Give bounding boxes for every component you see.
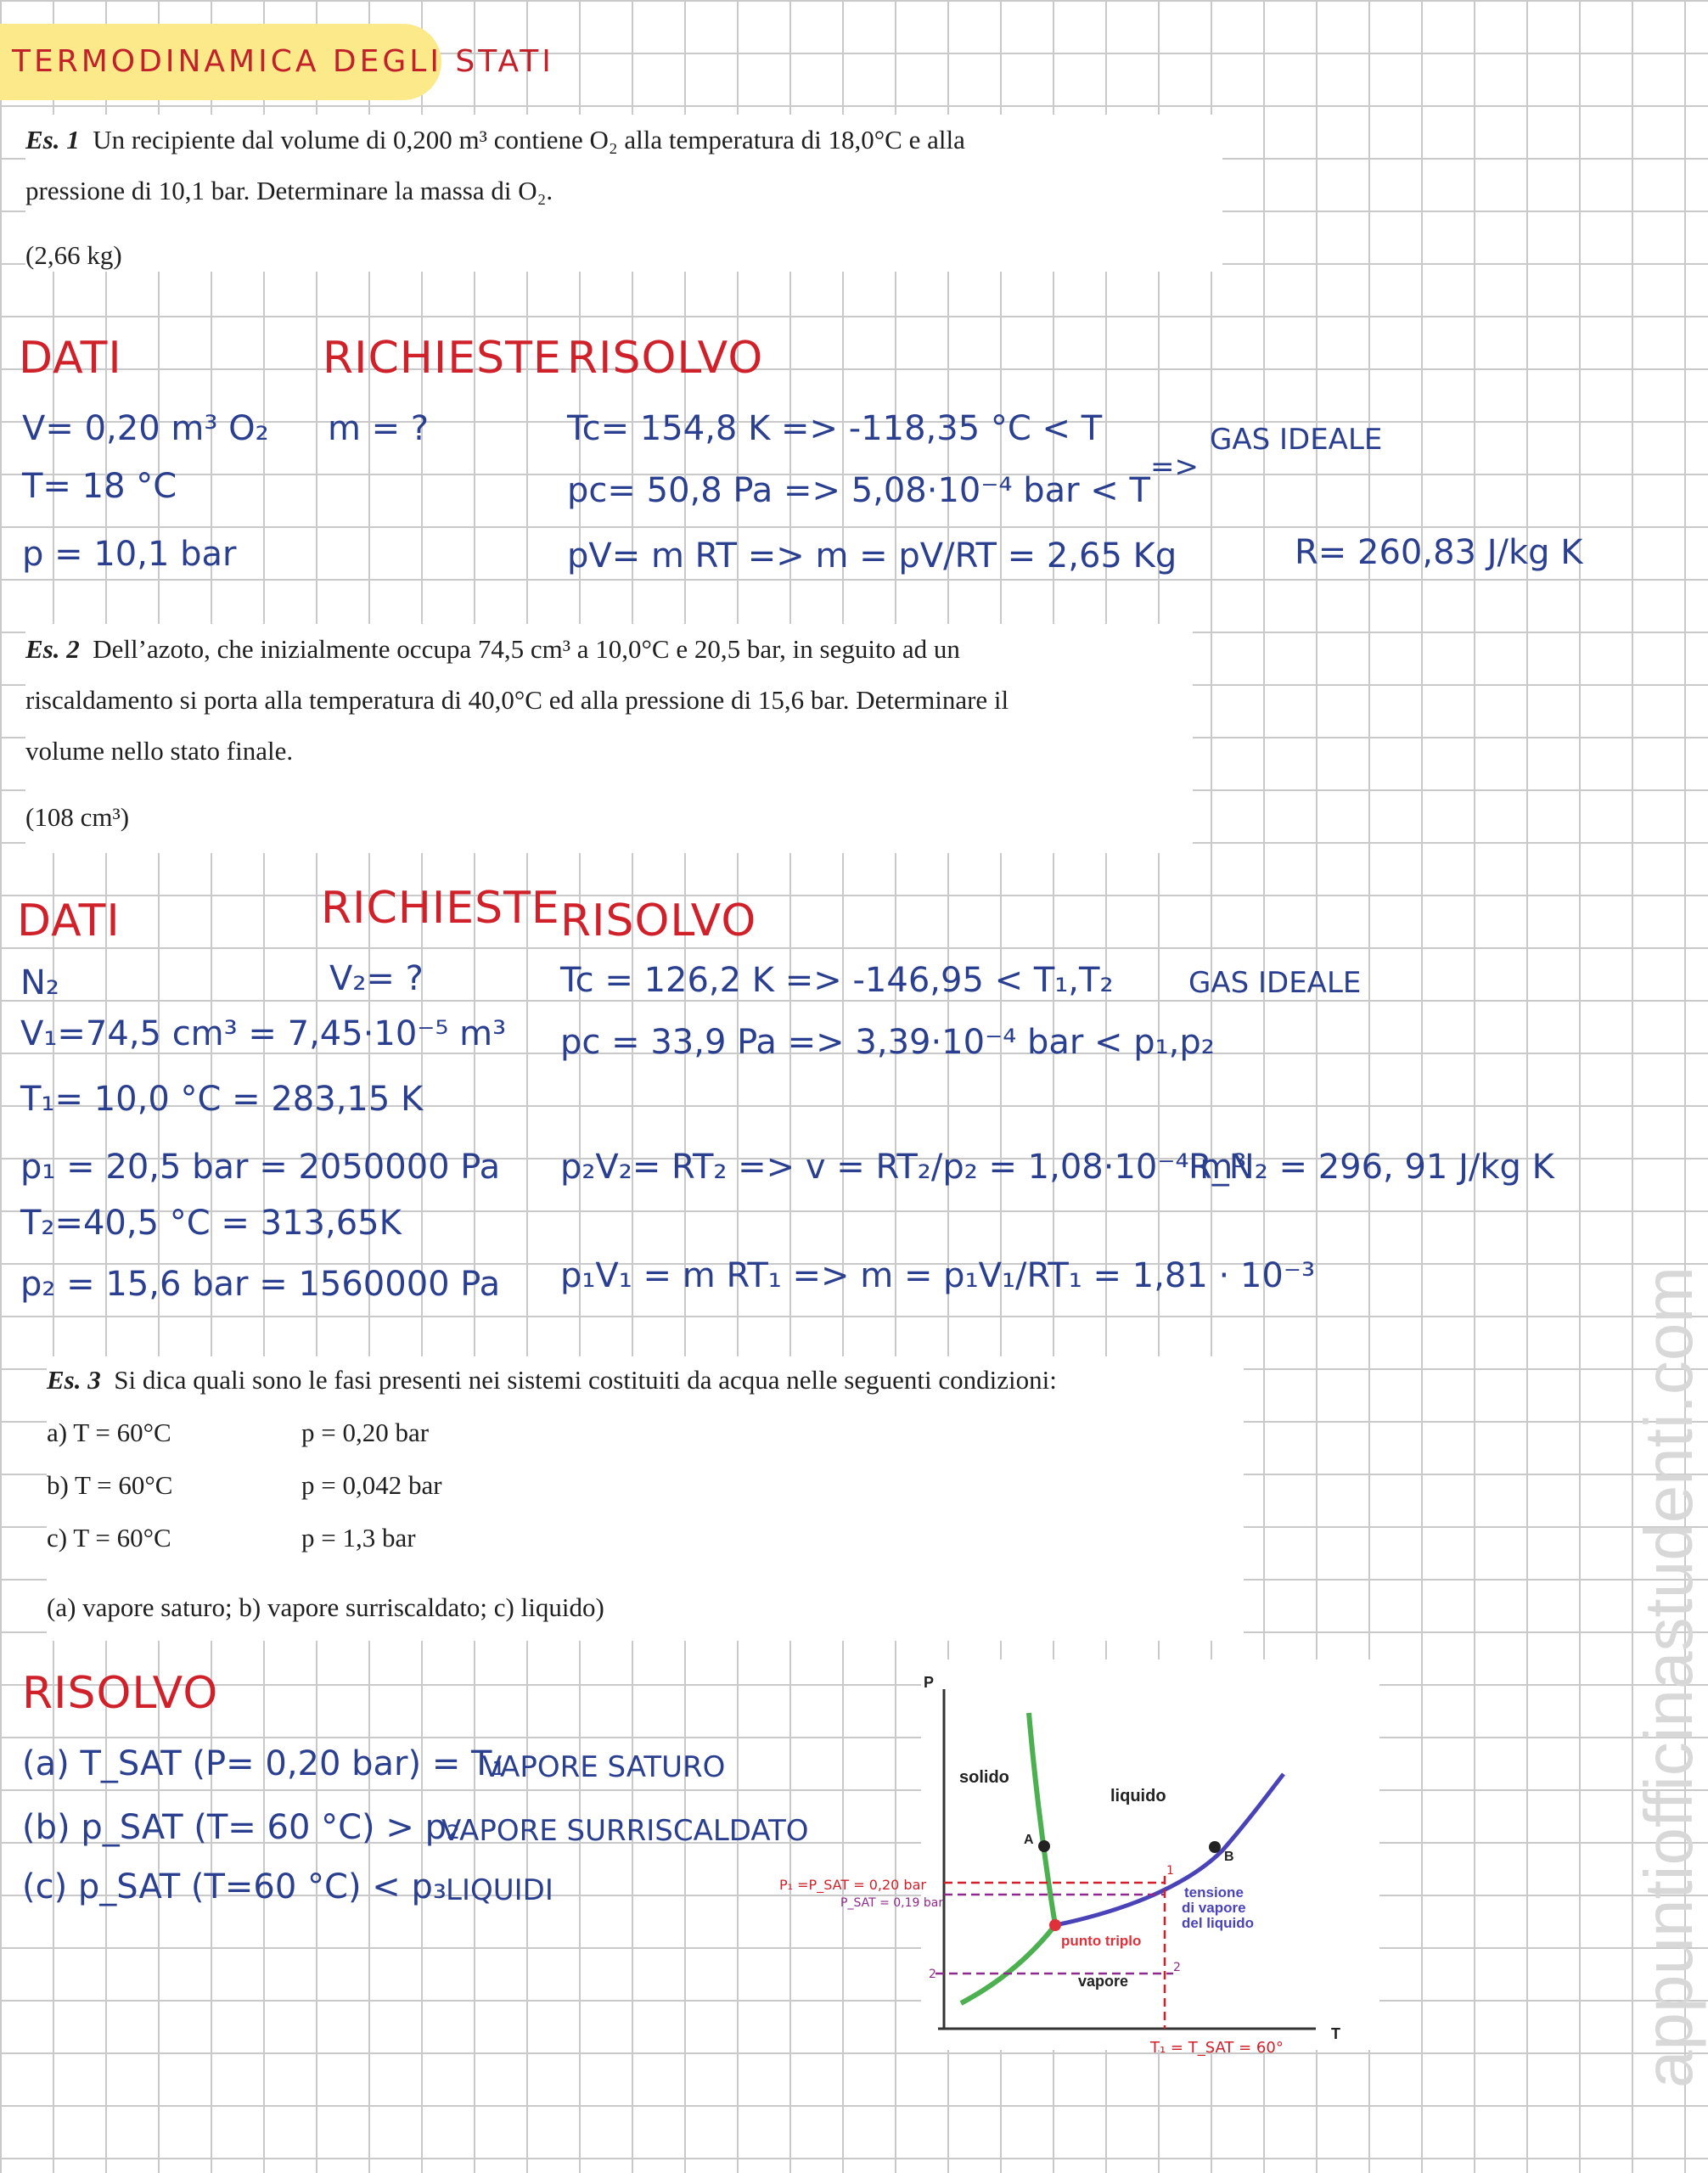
mark-2: 2 <box>929 1968 936 1981</box>
exercise-3-label: Es. 3 <box>47 1365 101 1395</box>
sol2-dati-line: N₂ <box>20 963 59 1002</box>
exercise-3-answer: (a) vapore saturo; b) vapore surriscaldato; c) liquido) <box>47 1592 604 1622</box>
sol1-head-dati: DATI <box>19 333 122 384</box>
triple-point <box>1049 1919 1061 1931</box>
page-title: TERMODINAMICA DEGLI STATI <box>12 44 554 79</box>
t-axis-label: T <box>1331 2025 1340 2042</box>
mark-2-right: 2 <box>1173 1961 1181 1974</box>
exercise-3-condition-a-p: p = 0,20 bar <box>301 1418 430 1447</box>
sol2-risolvo-line: p₂V₂= RT₂ => v = RT₂/p₂ = 1,08·10⁻⁴ m³ <box>560 1148 1247 1187</box>
sol2-head-richieste: RICHIESTE <box>321 883 560 934</box>
exercise-1-answer: (2,66 kg) <box>25 240 122 270</box>
sol2-risolvo-line: Tc = 126,2 K => -146,95 < T₁,T₂ <box>560 961 1114 1000</box>
point-b <box>1209 1841 1221 1853</box>
sol2-head-risolvo: RISOLVO <box>560 896 757 946</box>
sol2-dati-line: V₁=74,5 cm³ = 7,45·10⁻⁵ m³ <box>20 1014 507 1053</box>
point-a <box>1038 1840 1050 1852</box>
sol1-arrow: => <box>1150 450 1199 484</box>
sol3-phase: VAPORE SURRISCALDATO <box>441 1814 809 1848</box>
annotation-t1: T₁ = T_SAT = 60° <box>1150 2039 1284 2057</box>
sol3-line: (a) T_SAT (P= 0,20 bar) = T₁ <box>22 1744 506 1783</box>
exercise-2-answer: (108 cm³) <box>25 802 130 832</box>
label-vapore: vapore <box>1078 1973 1129 1990</box>
sol2-risolvo-line: pc = 33,9 Pa => 3,39·10⁻⁴ bar < p₁,p₂ <box>560 1023 1215 1062</box>
vapor-pressure-curve <box>1055 1774 1284 1925</box>
sol1-dati-line: V= 0,20 m³ O₂ <box>22 409 269 448</box>
annotation-p1: P₁ =P_SAT = 0,20 bar <box>779 1877 926 1893</box>
sol3-phase: VAPORE SATURO <box>482 1750 726 1784</box>
label-punto-triplo: punto triplo <box>1061 1933 1142 1949</box>
sol1-r-constant: R= 260,83 J/kg K <box>1295 533 1583 572</box>
sol2-gas-ideale: GAS IDEALE <box>1188 966 1362 1000</box>
label-liquido: liquido <box>1110 1787 1166 1805</box>
sol1-richieste: m = ? <box>328 409 430 448</box>
sol3-line: (c) p_SAT (T=60 °C) < p₃ <box>22 1867 447 1906</box>
sol1-risolvo-line: pV= m RT => m = pV/RT = 2,65 Kg <box>567 536 1177 576</box>
exercise-2-label: Es. 2 <box>25 634 80 664</box>
exercise-1-line-1: Un recipiente dal volume di 0,200 m³ contiene O₂ alla temperatura di 18,0°C e alla <box>93 125 965 154</box>
sol2-richieste: V₂= ? <box>329 959 424 998</box>
sol3-phase: LIQUIDI <box>446 1873 553 1907</box>
sol1-gas-ideale: GAS IDEALE <box>1210 423 1383 457</box>
label-solido: solido <box>959 1768 1009 1787</box>
sol2-dati-line: T₂=40,5 °C = 313,65K <box>20 1204 402 1243</box>
annotation-psat: P_SAT = 0,19 bar <box>840 1896 944 1910</box>
sol3-head-risolvo: RISOLVO <box>22 1668 219 1719</box>
exercise-3-condition-b-t: b) T = 60°C <box>47 1470 173 1500</box>
exercise-2-line-1: Dell’azoto, che inizialmente occupa 74,5 cm³ a 10,0°C e 20,5 bar, in seguito ad un <box>93 634 960 664</box>
sol1-risolvo-line: Tc= 154,8 K => -118,35 °C < T <box>567 409 1103 448</box>
exercise-1-label: Es. 1 <box>25 125 80 154</box>
sol1-dati-line: p = 10,1 bar <box>22 535 237 574</box>
sol2-dati-line: p₁ = 20,5 bar = 2050000 Pa <box>20 1148 501 1187</box>
sol1-head-richieste: RICHIESTE <box>323 333 562 384</box>
watermark: appuntiofficinastudenti.com <box>1631 1266 1706 2088</box>
sol1-risolvo-line: pc= 50,8 Pa => 5,08·10⁻⁴ bar < T <box>567 471 1150 510</box>
sol2-r-constant: R_N₂ = 296, 91 J/kg K <box>1188 1148 1554 1187</box>
sol3-line: (b) p_SAT (T= 60 °C) > p₂ <box>22 1808 461 1847</box>
exercise-3-intro: Si dica quali sono le fasi presenti nei sistemi costituiti da acqua nelle seguenti condizioni: <box>114 1365 1057 1395</box>
p-axis-label: P <box>924 1674 935 1691</box>
sol2-head-dati: DATI <box>17 896 121 946</box>
sublimation-curve <box>961 1925 1055 2003</box>
exercise-3-condition-a-t: a) T = 60°C <box>47 1418 171 1447</box>
mark-1: 1 <box>1166 1864 1174 1878</box>
melting-curve <box>1029 1713 1055 1925</box>
sol2-risolvo-line: p₁V₁ = m RT₁ => m = p₁V₁/RT₁ = 1,81 · 10⁻³ <box>560 1256 1316 1295</box>
sol2-dati-line: p₂ = 15,6 bar = 1560000 Pa <box>20 1265 501 1304</box>
exercise-3-condition-c-p: p = 1,3 bar <box>301 1523 416 1553</box>
exercise-2-line-2: riscaldamento si porta alla temperatura di 40,0°C ed alla pressione di 15,6 bar. Determinare il <box>25 685 1009 715</box>
exercise-3-condition-c-t: c) T = 60°C <box>47 1523 171 1553</box>
exercise-1-line-2: pressione di 10,1 bar. Determinare la massa di O₂. <box>25 176 553 205</box>
sol1-dati-line: T= 18 °C <box>22 467 177 506</box>
sol2-dati-line: T₁= 10,0 °C = 283,15 K <box>20 1080 424 1119</box>
label-tensione-1: tensione <box>1184 1884 1244 1901</box>
label-tensione-3: del liquido <box>1182 1915 1254 1931</box>
exercise-2-line-3: volume nello stato finale. <box>25 736 294 766</box>
exercise-3-condition-b-p: p = 0,042 bar <box>301 1470 442 1500</box>
label-point-b: B <box>1224 1850 1234 1864</box>
sol1-head-risolvo: RISOLVO <box>567 333 764 384</box>
label-tensione-2: di vapore <box>1182 1900 1246 1916</box>
label-point-a: A <box>1024 1833 1034 1847</box>
